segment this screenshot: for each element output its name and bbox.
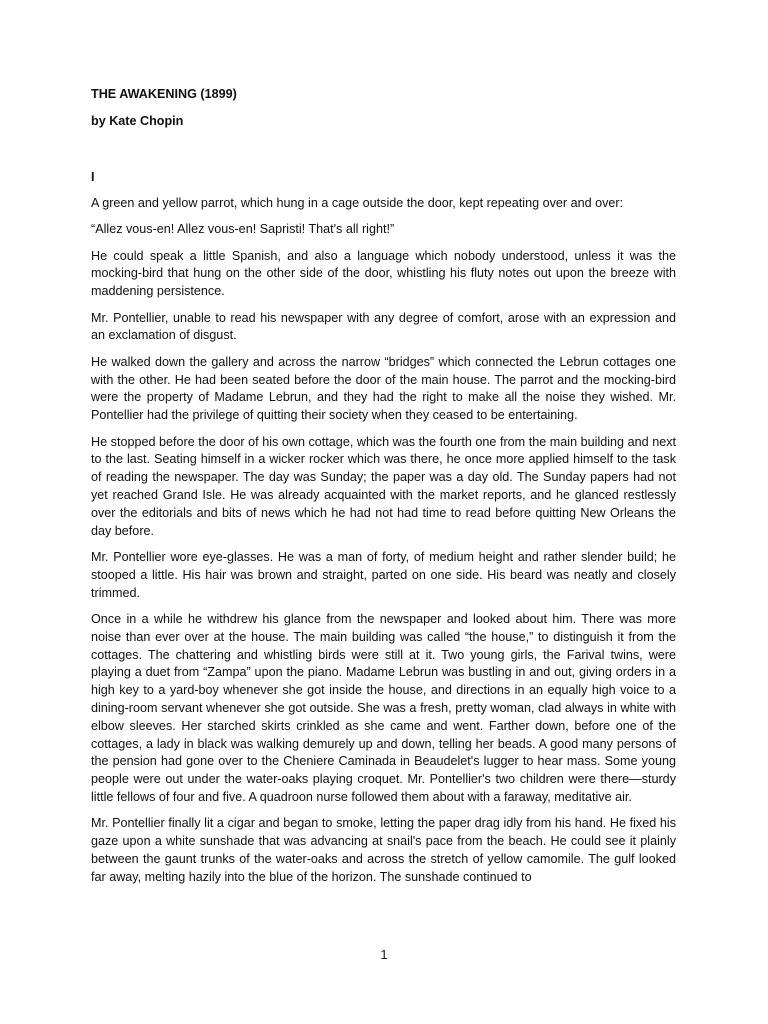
paragraph-8: Once in a while he withdrew his glance from the newspaper and looked about him. There was more noise than ever over at the house. The main building was called “the house,” to distinguish it from the cottages. The chattering and whistling birds were still at it. Two young girls, the Farival twins, were playing a duet from “Zampa” upon the piano. Madame Lebrun was bustling in and out, giving orders in a high key to a yard-boy whenever she got inside the house, and directions in an equally high voice to a dining-room servant whenever she got outside. She was a fresh, pretty woman, clad always in white with elbow sleeves. Her starched skirts crinkled as she came and went. Farther down, before one of the cottages, a lady in black was walking demurely up and down, telling her beads. A good many persons of the pension had gone over to the Cheniere Caminada in Beaudelet's lugger to hear mass. Some young people were out under the water-oaks playing croquet. Mr. Pontellier's two children were there—sturdy little fellows of four and five. A quadroon nurse followed them about with a faraway, meditative air. xyxy=(91,611,676,804)
paragraph-1: A green and yellow parrot, which hung in a cage outside the door, kept repeating over and over: xyxy=(91,195,624,210)
paragraph-4: Mr. Pontellier, unable to read his newspaper with any degree of comfort, arose with an expression and an exclamation of disgust. xyxy=(91,310,676,343)
page-number: 1 xyxy=(380,948,388,962)
paragraph-3: He could speak a little Spanish, and also a language which nobody understood, unless it was the mocking-bird that hung on the other side of the door, whistling his fluty notes out upon the breeze with maddening persistence. xyxy=(91,248,676,299)
paragraph-2: “Allez vous-en! Allez vous-en! Sapristi! That's all right!” xyxy=(91,222,395,237)
paragraph-9: Mr. Pontellier finally lit a cigar and began to smoke, letting the paper drag idly from his hand. He fixed his gaze upon a white sunshade that was advancing at snail's pace from the beach. He could see it plainly between the gaunt trunks of the water-oaks and across the stretch of yellow camomile. The gulf looked far away, melting hazily into the blue of the horizon. The sunshade continued to xyxy=(91,816,676,884)
book-author: by Kate Chopin xyxy=(91,114,184,129)
paragraph-7: Mr. Pontellier wore eye-glasses. He was a man of forty, of medium height and rather slender build; he stooped a little. His hair was brown and straight, parted on one side. His beard was neatly and closely trimmed. xyxy=(91,550,676,600)
chapter-heading: I xyxy=(91,170,95,185)
paragraph-6: He stopped before the door of his own cottage, which was the fourth one from the main building and next to the last. Seating himself in a wicker rocker which was there, he once more applied himself to the task of reading the newspaper. The day was Sunday; the paper was a day old. The Sunday papers had not yet reached Grand Isle. He was already acquainted with the market reports, and he glanced restlessly over the editorials and bits of news which he had not had time to read before quitting New Orleans the day before. xyxy=(91,434,676,538)
paragraph-5: He walked down the gallery and across the narrow “bridges” which connected the Lebrun cottages one with the other. He had been seated before the door of the main house. The parrot and the mocking-bird were the property of Madame Lebrun, and they had the right to make all the noise they wished. Mr. Pontellier had the privilege of quitting their society when they ceased to be entertaining. xyxy=(91,354,676,423)
page-content xyxy=(91,86,676,895)
book-title: THE AWAKENING (1899) xyxy=(91,87,237,101)
